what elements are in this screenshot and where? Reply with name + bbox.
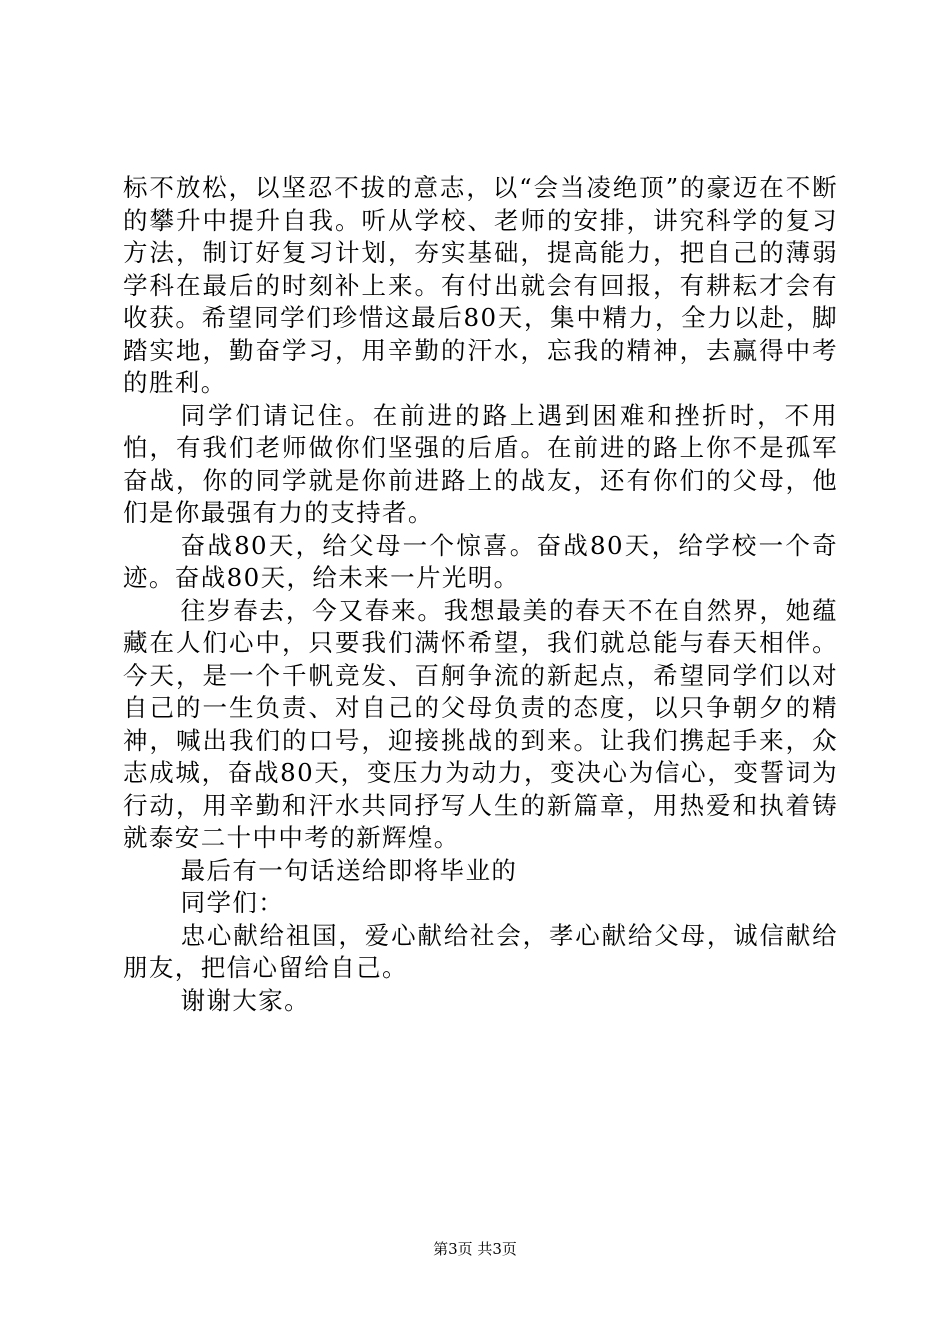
paragraph-final-words: 最后有一句话送给即将毕业的: [180, 855, 518, 885]
paragraph-thanks: 谢谢大家。: [180, 985, 311, 1015]
paragraph-continuation: 标不放松，以坚忍不拔的意志，以“会当凌绝顶”的豪迈在不断的攀升中提升自我。听从学校、老师的安排，讲究科学的复习方法，制订好复习计划，夯实基础，提高能力，把自己的薄弱学科在最后的时刻补上来。有付出就会有回报，有耕耘才会有收获。希望同学们珍惜这最后80天，集中精力，全力以赴，脚踏实地，勤奋学习，用辛勤的汗水，忘我的精神，去赢得中考的胜利。: [123, 173, 838, 397]
paragraph-motto: 忠心献给祖国，爱心献给社会，孝心献给父母，诚信献给朋友，把信心留给自己。: [123, 920, 838, 982]
paragraph-addressee: 同学们：: [180, 888, 285, 917]
paragraph-remember: 同学们请记住。在前进的路上遇到困难和挫折时，不用怕，有我们老师做你们坚强的后盾。在前进的路上你不是孤军奋战，你的同学就是你前进路上的战友，还有你们的父母，他们是你最强有力的支持者。: [123, 400, 838, 527]
paragraph-80-days: 奋战80天，给父母一个惊喜。奋战80天，给学校一个奇迹。奋战80天，给未来一片光明。: [123, 530, 838, 592]
page-footer: 第3页 共3页: [433, 1240, 517, 1258]
document-body: [123, 172, 838, 1017]
paragraph-spring: 往岁春去，今又春来。我想最美的春天不在自然界，她蕴藏在人们心中，只要我们满怀希望，我们就总能与春天相伴。今天，是一个千帆竞发、百舸争流的新起点，希望同学们以对自己的一生负责、对自己的父母负责的态度，以只争朝夕的精神，喊出我们的口号，迎接挑战的到来。让我们携起手来，众志成城，奋战80天，变压力为动力，变决心为信心，变誓词为行动，用辛勤和汗水共同抒写人生的新篇章，用热爱和执着铸就泰安二十中中考的新辉煌。: [123, 595, 838, 852]
